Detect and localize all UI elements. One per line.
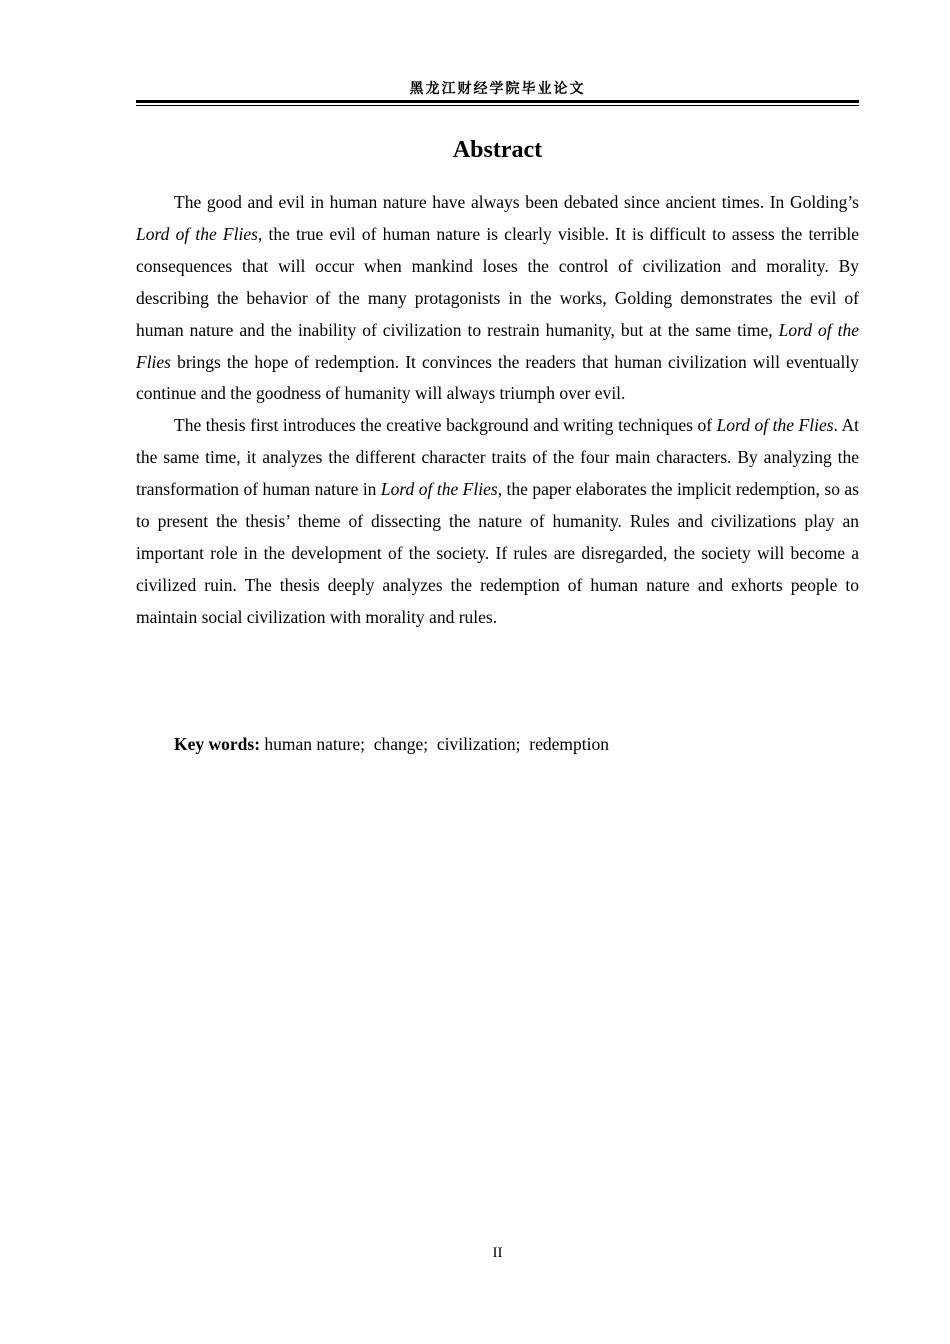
italic-book-title: Lord of the Flies [716,415,834,436]
keywords-list: human nature; change; civilization; redemption [260,734,609,754]
text-run: The thesis first introduces the creative background and writing techniques of [174,415,717,436]
text-run: . At the same time, it analyzes the different character traits of the four main characters. By analyzing the transformation of human nature in [136,415,859,500]
abstract-heading: Abstract [452,137,543,163]
italic-book-title: Lord of the Flies [136,223,258,244]
abstract-paragraph-1 [136,187,859,410]
text-run: brings the hope of redemption. It convinces the readers that human civilization will eventually continue and the goodness of humanity will always triumph over evil. [136,351,859,404]
keywords-label: Key words: [174,734,261,754]
italic-book-title: Lord of the Flies [136,319,859,372]
running-header: 黑龙江财经学院毕业论文 [409,81,586,97]
header-rule-thin [136,105,859,106]
text-run: , the paper elaborates the implicit redemption, so as to present the thesis’ theme of dissecting the nature of humanity. Rules and civilizations play an important role in the development of the society. If rules are disregarded, the society will become a civilized ruin. The thesis deeply analyzes the redemption of human nature and exhorts people to maintain social civilization with morality and rules. [136,479,859,627]
abstract-body [136,187,859,634]
abstract-paragraph-2 [136,410,859,633]
header-rule-thick [136,100,859,103]
italic-book-title: Lord of the Flies [380,479,498,500]
page-number: II [492,1245,503,1261]
text-run: , the true evil of human nature is clearly visible. It is difficult to assess the terrible consequences that will occur when mankind loses the control of civilization and morality. By describing the behavior of the many protagonists in the works, Golding demonstrates the evil of human nature and the inability of civilization to restrain humanity, but at the same time, [136,223,859,340]
text-run: The good and evil in human nature have always been debated since ancient times. In Golding’s [174,192,859,212]
keywords-line [174,729,609,761]
